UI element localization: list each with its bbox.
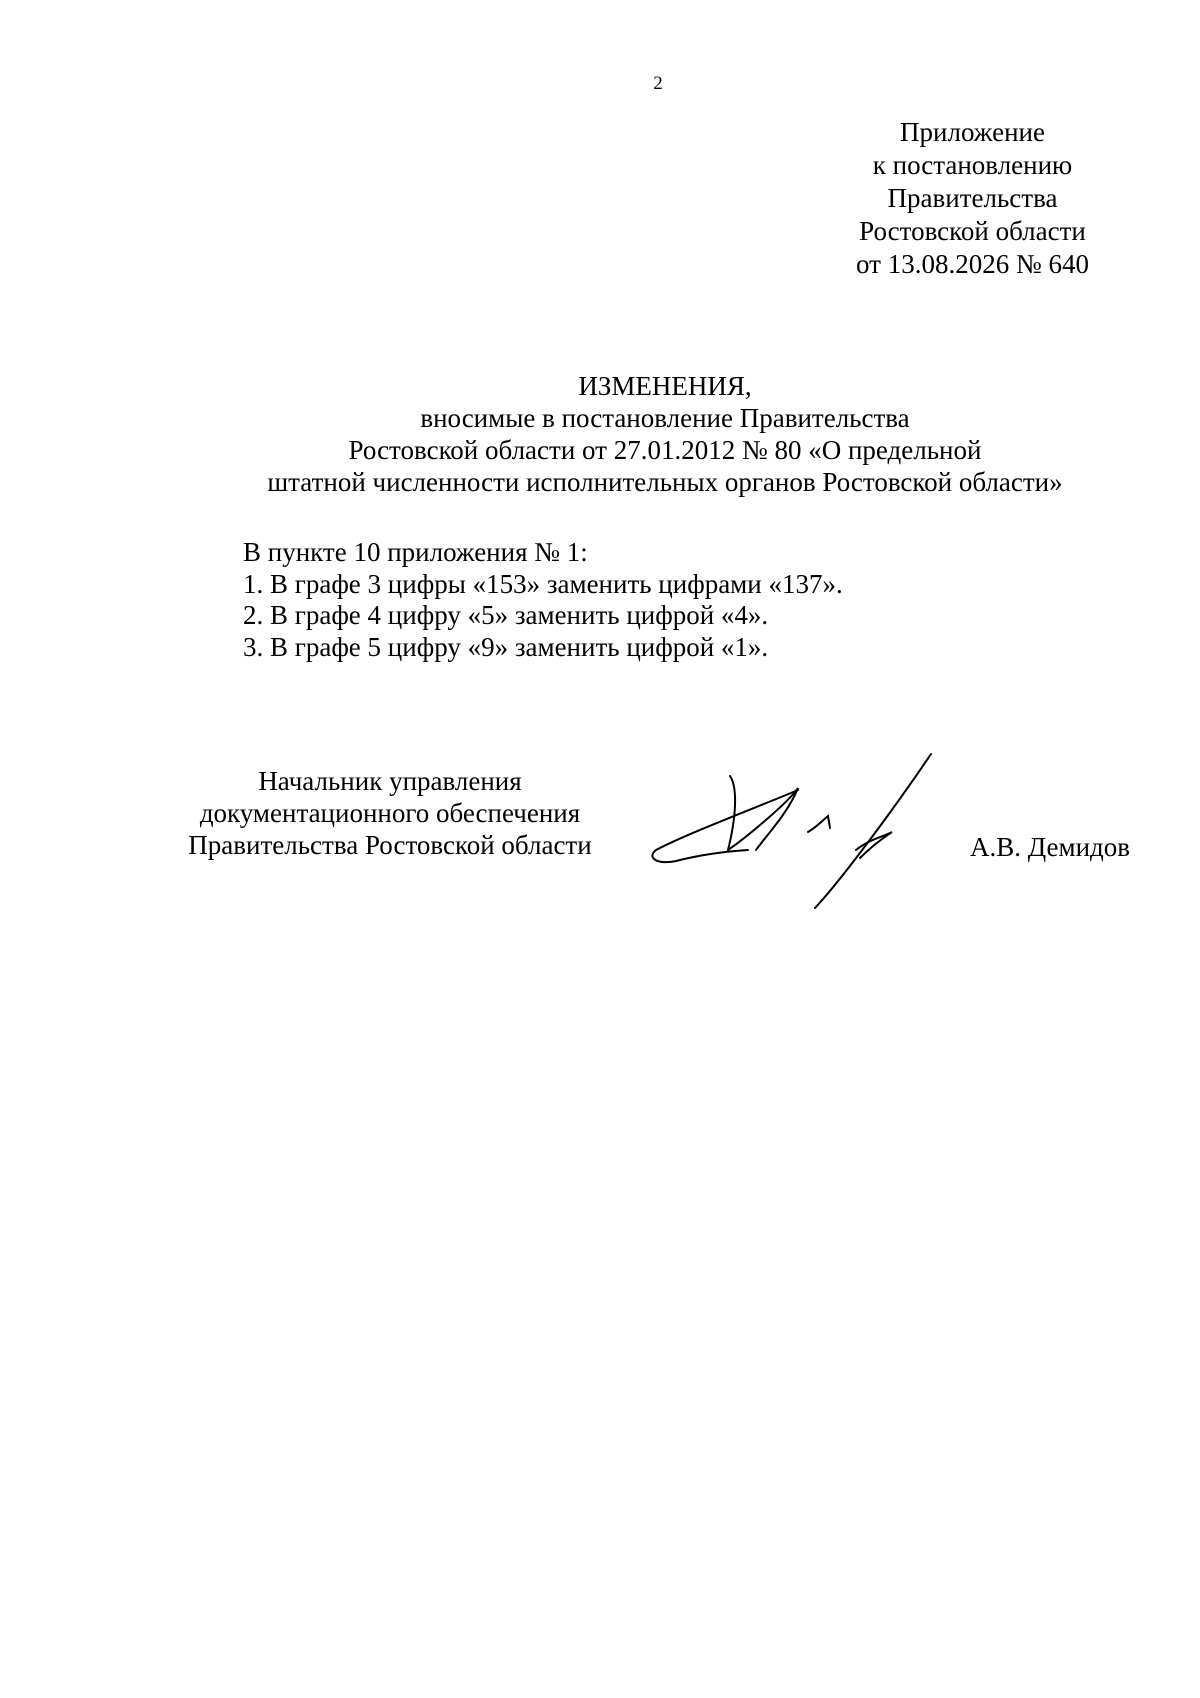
appendix-line: Правительства xyxy=(887,183,1058,213)
body-item: 2. В графе 4 цифру «5» заменить цифрой «4». xyxy=(243,600,769,630)
appendix-line: Приложение xyxy=(900,117,1045,147)
title-line: вносимые в постановление Правительства xyxy=(420,403,910,433)
signature-stroke xyxy=(808,816,830,832)
document-title xyxy=(200,370,1130,498)
appendix-line: от 13.08.2026 № 640 xyxy=(856,249,1089,279)
signature-stroke xyxy=(652,790,798,862)
title-heading: ИЗМЕНЕНИЯ, xyxy=(578,371,752,401)
body-item: 3. В графе 5 цифру «9» заменить цифрой «1». xyxy=(243,631,769,662)
signature-stroke xyxy=(815,754,931,908)
body-intro: В пункте 10 приложения № 1: xyxy=(243,537,588,567)
signatory-position xyxy=(170,765,610,861)
document-body xyxy=(243,537,1143,663)
title-line: штатной численности исполнительных органов Ростовской области» xyxy=(267,467,1063,497)
page-number: 2 xyxy=(653,73,663,94)
appendix-line: к постановлению xyxy=(872,150,1073,180)
position-line: Правительства Ростовской области xyxy=(188,830,592,860)
position-line: документационного обеспечения xyxy=(199,798,581,828)
signatory-name: А.В. Демидов xyxy=(970,832,1131,862)
title-line: Ростовской области от 27.01.2012 № 80 «О предельной xyxy=(348,435,982,465)
handwritten-signature xyxy=(648,748,940,910)
position-line: Начальник управления xyxy=(258,766,522,796)
body-item: 1. В графе 3 цифры «153» заменить цифрами «137». xyxy=(243,568,843,599)
signature-stroke xyxy=(728,776,798,850)
appendix-header xyxy=(830,116,1115,281)
appendix-line: Ростовской области xyxy=(859,216,1086,246)
